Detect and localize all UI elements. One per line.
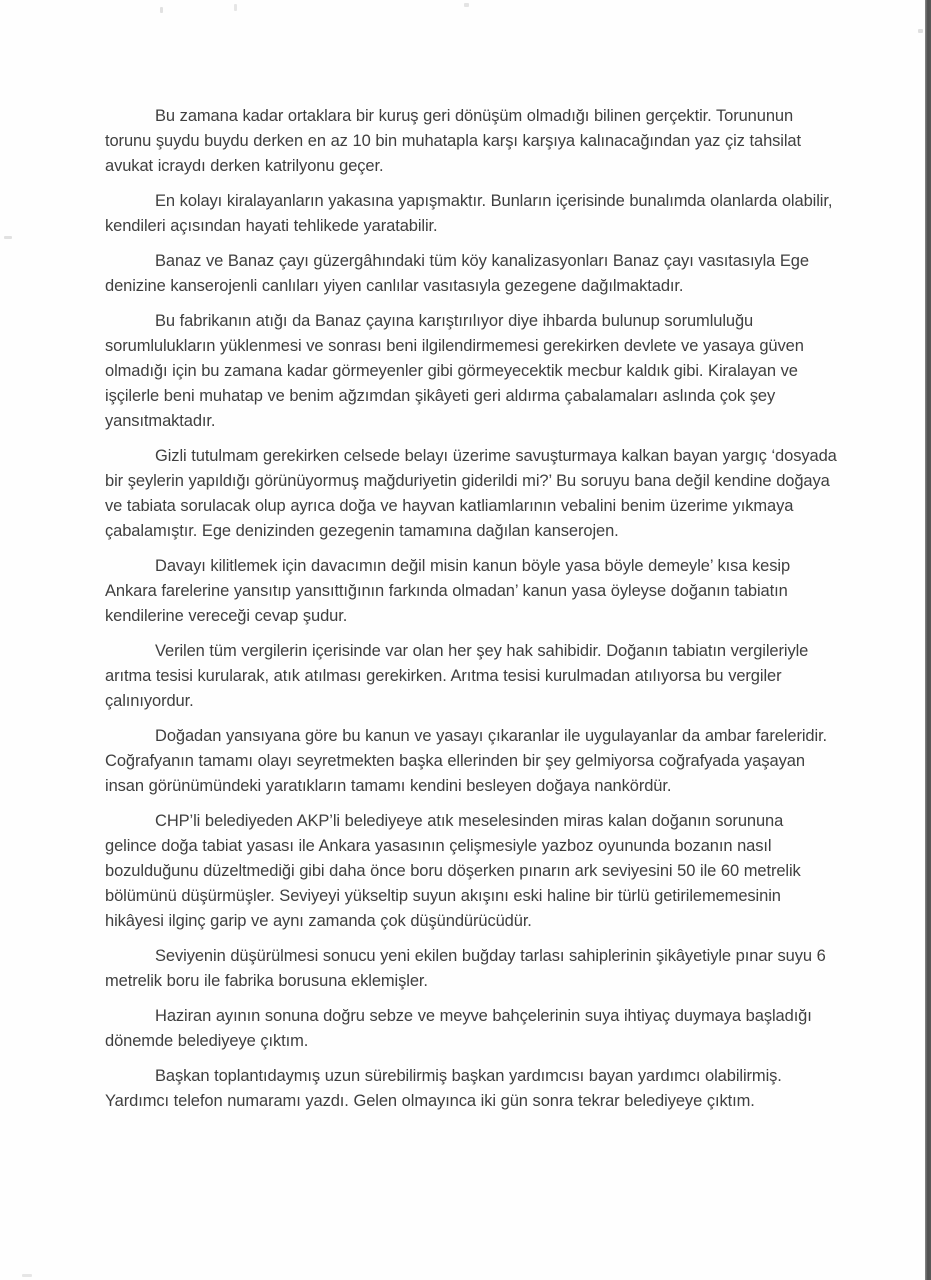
scan-speck <box>160 7 163 13</box>
paragraph: Verilen tüm vergilerin içerisinde var olan her şey hak sahibidir. Doğanın tabiatın vergileriyle arıtma tesisi kurularak, atık atılması gerekirken. Arıtma tesisi kurulmadan atılıyorsa bu vergiler çalınıyordur. <box>105 642 809 710</box>
scan-speck <box>464 3 469 7</box>
paragraph: Bu zamana kadar ortaklara bir kuruş geri dönüşüm olmadığı bilinen gerçektir. Torununun torunu şuydu buydu derken en az 10 bin muhatapla karşı karşıya kalınacağından yaz çiz tahsilat avukat icraydı derken katrilyonu geçer. <box>105 107 801 175</box>
paragraph: Banaz ve Banaz çayı güzergâhındaki tüm köy kanalizasyonları Banaz çayı vasıtasıyla Ege denizine kanserojenli canlıları yiyen canlılar vasıtasıyla gezegene dağılmaktadır. <box>105 252 809 295</box>
scan-speck <box>4 236 12 239</box>
document-body-text <box>105 104 837 1124</box>
scan-speck <box>22 1274 32 1277</box>
paragraph: Seviyenin düşürülmesi sonucu yeni ekilen buğday tarlası sahiplerinin şikâyetiyle pınar suyu 6 metrelik boru ile fabrika borusuna eklemişler. <box>105 947 826 990</box>
paragraph: CHP’li belediyeden AKP’li belediyeye atık meselesinden miras kalan doğanın sorununa gelince doğa tabiat yasası ile Ankara yasasının çelişmesiyle yazboz oyununda bozanın nasıl bozulduğunu düzeltmediği gibi daha önce boru döşerken pınarın ark seviyesini 50 ile 60 metrelik bölümünü düşürmüşler. Seviyeyi yükseltip suyun akışını eski haline bir türlü getirilememesinin hikâyesi ilginç garip ve aynı zamanda çok düşündürücüdür. <box>105 812 801 930</box>
scan-speck <box>918 29 923 33</box>
paragraph: Bu fabrikanın atığı da Banaz çayına karıştırılıyor diye ihbarda bulunup sorumluluğu sorumlulukların yüklenmesi ve sonrası beni ilgilendirmemesi gerekirken devlete ve yasaya güven olmadığı için bu zamana kadar görmeyenler gibi görmeyecektik mecbur kaldık gibi. Kiralayan ve işçilerle beni muhatap ve benim ağzımdan şikâyeti geri aldırma çabalamaları aslında çok şey yansıtmaktadır. <box>105 312 804 430</box>
scan-edge-shadow <box>925 0 931 1280</box>
paragraph: Gizli tutulmam gerekirken celsede belayı üzerime savuşturmaya kalkan bayan yargıç ‘dosyada bir şeylerin yapıldığı görünüyormuş mağduriyetin giderildi mi?’ Bu soruyu bana değil kendine doğaya ve tabiata sorulacak olup ayrıca doğa ve hayvan katliamlarının vebalini benim üzerime yıkmaya çabalamıştır. Ege denizinden gezegenin tamamına dağılan kanserojen. <box>105 447 837 540</box>
paragraph: Haziran ayının sonuna doğru sebze ve meyve bahçelerinin suya ihtiyaç duymaya başladığı dönemde belediyeye çıktım. <box>105 1007 812 1050</box>
paragraph: Davayı kilitlemek için davacımın değil misin kanun böyle yasa böyle demeyle’ kısa kesip Ankara farelerine yansıtıp yansıttığının farkında olmadan’ kanun yasa öyleyse doğanın tabiatın kendilerine vereceği cevap şudur. <box>105 557 791 625</box>
paragraph: En kolayı kiralayanların yakasına yapışmaktır. Bunların içerisinde bunalımda olanlarda olabilir, kendileri açısından hayati tehlikede yaratabilir. <box>105 192 833 235</box>
paragraph: Doğadan yansıyana göre bu kanun ve yasayı çıkaranlar ile uygulayanlar da ambar fareleridir. Coğrafyanın tamamı olayı seyretmekten başka ellerinden bir şey gelmiyorsa coğrafyada yaşayan insan görünümündeki yaratıkların tamamı kendini besleyen doğaya nankördür. <box>105 727 828 795</box>
paragraph: Başkan toplantıdaymış uzun sürebilirmiş başkan yardımcısı bayan yardımcı olabilirmiş. Yardımcı telefon numaramı yazdı. Gelen olmayınca iki gün sonra tekrar belediyeye çıktım. <box>105 1067 782 1110</box>
scan-speck <box>234 4 237 11</box>
